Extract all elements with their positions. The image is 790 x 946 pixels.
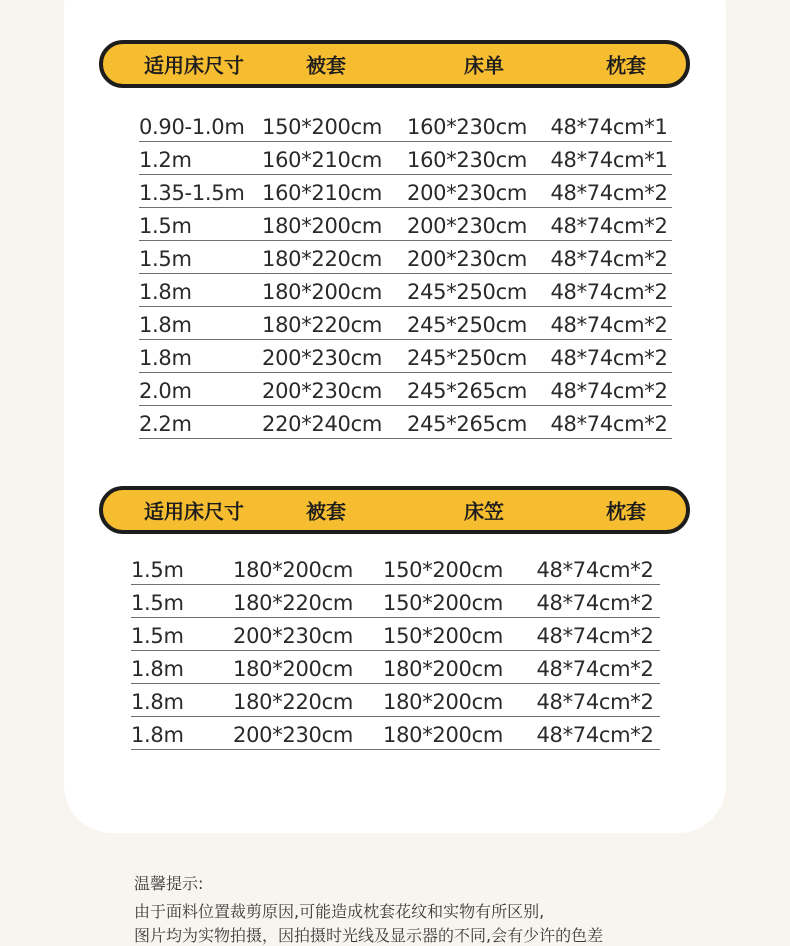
header-cell: 被套 — [306, 499, 346, 524]
table-cell: 48*74cm*2 — [536, 723, 654, 747]
table-cell: 200*230cm — [262, 379, 382, 403]
table-cell: 48*74cm*2 — [550, 280, 668, 304]
table-row — [139, 372, 672, 406]
table-cell: 180*200cm — [383, 723, 503, 747]
table-row — [139, 339, 672, 373]
table-cell: 180*220cm — [233, 690, 353, 714]
header-cell: 床单 — [464, 53, 504, 78]
header-cell: 枕套 — [606, 499, 646, 524]
table-cell: 160*210cm — [262, 148, 382, 172]
table-cell: 180*200cm — [383, 657, 503, 681]
table-cell: 200*230cm — [407, 247, 527, 271]
table-cell: 48*74cm*2 — [550, 379, 668, 403]
table-cell: 1.5m — [139, 214, 192, 238]
table-row — [139, 174, 672, 208]
table-cell: 245*250cm — [407, 313, 527, 337]
table-cell: 1.8m — [131, 657, 184, 681]
table-row — [139, 240, 672, 274]
size-table-header-2 — [99, 486, 690, 534]
notes-line-2: 图片均为实物拍摄，因拍摄时光线及显示器的不同,会有少许的色差 — [134, 926, 604, 945]
table-cell: 180*220cm — [233, 591, 353, 615]
table-cell: 160*210cm — [262, 181, 382, 205]
table-cell: 245*250cm — [407, 280, 527, 304]
table-cell: 150*200cm — [383, 624, 503, 648]
table-cell: 48*74cm*2 — [550, 214, 668, 238]
table-row — [139, 405, 672, 439]
table-cell: 180*200cm — [262, 214, 382, 238]
table-cell: 48*74cm*2 — [550, 313, 668, 337]
table-cell: 180*220cm — [262, 247, 382, 271]
table-cell: 245*265cm — [407, 412, 527, 436]
table-cell: 48*74cm*2 — [550, 412, 668, 436]
table-cell: 48*74cm*1 — [550, 148, 668, 172]
header-cell: 适用床尺寸 — [144, 53, 244, 78]
table-cell: 1.5m — [131, 558, 184, 582]
table-cell: 48*74cm*2 — [550, 346, 668, 370]
table-row — [131, 617, 660, 651]
table-cell: 160*230cm — [407, 115, 527, 139]
table-cell: 150*200cm — [262, 115, 382, 139]
table-cell: 1.8m — [131, 690, 184, 714]
table-cell: 1.5m — [131, 591, 184, 615]
table-row — [131, 683, 660, 717]
table-cell: 200*230cm — [233, 624, 353, 648]
table-cell: 1.8m — [131, 723, 184, 747]
table-cell: 1.35-1.5m — [139, 181, 245, 205]
table-cell: 48*74cm*2 — [550, 181, 668, 205]
table-cell: 1.2m — [139, 148, 192, 172]
table-row — [139, 207, 672, 241]
table-cell: 48*74cm*2 — [536, 591, 654, 615]
table-cell: 1.8m — [139, 280, 192, 304]
table-cell: 150*200cm — [383, 591, 503, 615]
table-cell: 48*74cm*2 — [536, 558, 654, 582]
table-cell: 180*200cm — [233, 657, 353, 681]
table-row — [131, 650, 660, 684]
table-cell: 160*230cm — [407, 148, 527, 172]
header-cell: 枕套 — [606, 53, 646, 78]
table-row — [131, 551, 660, 585]
table-cell: 220*240cm — [262, 412, 382, 436]
header-cell: 床笠 — [464, 499, 504, 524]
table-cell: 200*230cm — [407, 214, 527, 238]
table-cell: 180*200cm — [233, 558, 353, 582]
table-cell: 245*265cm — [407, 379, 527, 403]
table-row — [139, 141, 672, 175]
header-cell: 适用床尺寸 — [144, 499, 244, 524]
table-row — [131, 716, 660, 750]
table-row — [139, 306, 672, 340]
notes-title: 温馨提示: — [134, 874, 204, 893]
table-cell: 1.5m — [131, 624, 184, 648]
table-cell: 48*74cm*1 — [550, 115, 668, 139]
table-cell: 48*74cm*2 — [550, 247, 668, 271]
table-row — [139, 273, 672, 307]
table-cell: 200*230cm — [233, 723, 353, 747]
table-cell: 0.90-1.0m — [139, 115, 245, 139]
table-cell: 2.0m — [139, 379, 192, 403]
notes-line-1: 由于面料位置裁剪原因,可能造成枕套花纹和实物有所区别, — [134, 902, 545, 921]
table-cell: 180*220cm — [262, 313, 382, 337]
table-cell: 48*74cm*2 — [536, 657, 654, 681]
table-cell: 150*200cm — [383, 558, 503, 582]
header-cell: 被套 — [306, 53, 346, 78]
table-cell: 1.8m — [139, 346, 192, 370]
table-cell: 1.8m — [139, 313, 192, 337]
table-cell: 200*230cm — [262, 346, 382, 370]
table-cell: 1.5m — [139, 247, 192, 271]
table-cell: 245*250cm — [407, 346, 527, 370]
table-row — [131, 584, 660, 618]
table-cell: 200*230cm — [407, 181, 527, 205]
table-cell: 2.2m — [139, 412, 192, 436]
table-cell: 180*200cm — [262, 280, 382, 304]
table-cell: 180*200cm — [383, 690, 503, 714]
table-row — [139, 108, 672, 142]
size-table-header-1 — [99, 40, 690, 88]
table-cell: 48*74cm*2 — [536, 690, 654, 714]
table-cell: 48*74cm*2 — [536, 624, 654, 648]
